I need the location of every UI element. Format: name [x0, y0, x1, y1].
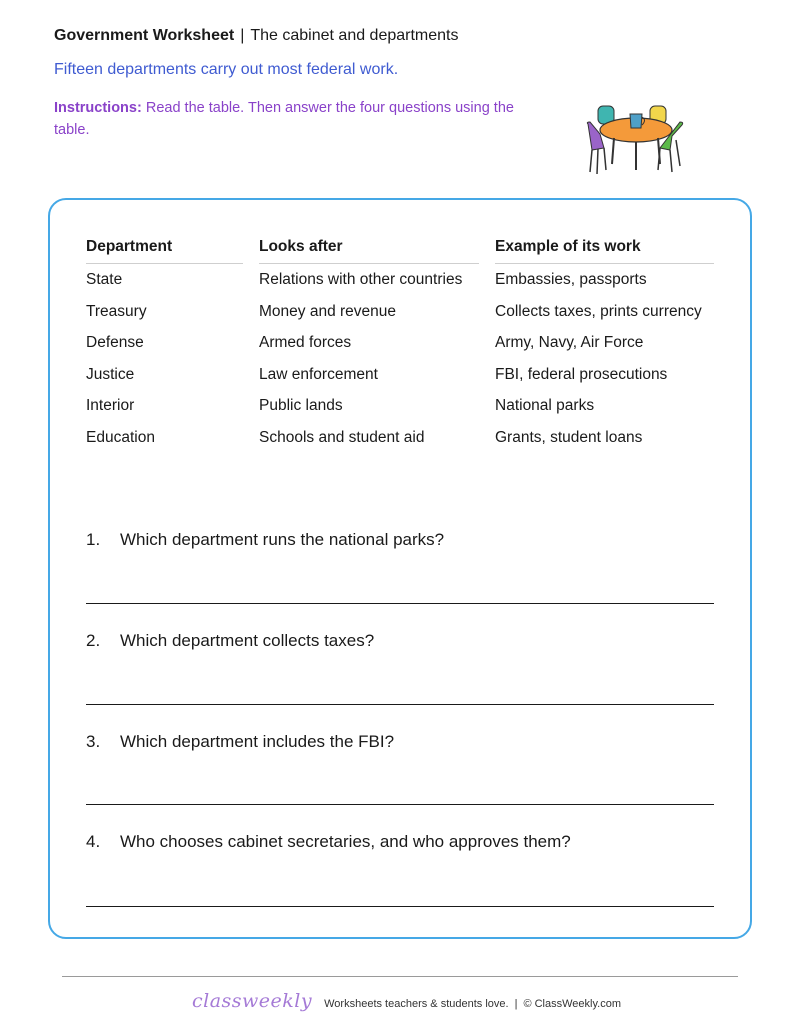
worksheet-subtitle: Fifteen departments carry out most federal work.	[54, 61, 399, 78]
cell-looks-after: Relations with other countries	[259, 271, 463, 288]
cell-department: Defense	[86, 334, 144, 351]
question-4	[86, 832, 571, 852]
column-header-department: Department	[86, 236, 243, 264]
cell-department: State	[86, 271, 123, 288]
table-row	[86, 422, 714, 454]
cell-looks-after: Schools and student aid	[259, 428, 425, 446]
table-row	[86, 264, 714, 296]
cell-department: Justice	[86, 365, 135, 383]
cell-example: FBI, federal prosecutions	[495, 365, 668, 383]
column-header-looks-after: Looks after	[259, 236, 479, 264]
question-2	[86, 631, 374, 651]
answer-line-3[interactable]	[86, 804, 714, 805]
answer-line-2[interactable]	[86, 704, 714, 705]
brand-logo: classweekly	[192, 990, 313, 1012]
table-row	[86, 327, 714, 359]
cell-looks-after: Law enforcement	[259, 365, 378, 383]
round-table-with-chairs-icon	[580, 100, 692, 178]
table-row	[86, 359, 714, 391]
cell-looks-after: Money and revenue	[259, 302, 397, 320]
footer-divider	[62, 976, 738, 977]
instructions-text: Read the table. Then answer the four questions using the table.	[54, 100, 514, 138]
question-text: Which department collects taxes?	[120, 631, 375, 650]
worksheet-header	[54, 27, 459, 45]
footer-copyright: © ClassWeekly.com	[523, 998, 621, 1010]
footer-tagline: Worksheets teachers & students love.	[324, 998, 509, 1010]
question-number: 3.	[86, 732, 101, 751]
column-header-example: Example of its work	[495, 236, 714, 264]
question-number: 2.	[86, 631, 101, 650]
question-1	[86, 530, 444, 550]
question-number: 4.	[86, 832, 101, 851]
cell-example: Grants, student loans	[495, 428, 643, 446]
question-3	[86, 732, 394, 752]
cell-department: Interior	[86, 397, 135, 414]
worksheet-topic: The cabinet and departments	[250, 27, 459, 44]
cell-looks-after: Armed forces	[259, 334, 352, 351]
question-text: Who chooses cabinet secretaries, and who approves them?	[120, 832, 571, 851]
cell-example: National parks	[495, 397, 595, 414]
cell-example: Collects taxes, prints currency	[495, 302, 702, 320]
instructions-lead: Instructions:	[54, 100, 142, 116]
table-header-row	[86, 236, 714, 264]
footer-separator: |	[514, 998, 518, 1010]
answer-line-4[interactable]	[86, 906, 714, 907]
departments-table	[86, 236, 714, 453]
worksheet-subject: Government Worksheet	[54, 27, 235, 44]
question-text: Which department runs the national parks?	[120, 530, 445, 549]
header-separator: |	[240, 27, 245, 44]
question-text: Which department includes the FBI?	[120, 732, 395, 751]
question-number: 1.	[86, 530, 101, 549]
cell-example: Embassies, passports	[495, 271, 647, 288]
cell-example: Army, Navy, Air Force	[495, 334, 644, 351]
table-row	[86, 296, 714, 328]
table-row	[86, 390, 714, 422]
cell-department: Treasury	[86, 302, 147, 320]
cell-looks-after: Public lands	[259, 397, 343, 414]
instructions	[54, 97, 534, 141]
cell-department: Education	[86, 428, 155, 446]
footer	[192, 990, 621, 1012]
answer-line-1[interactable]	[86, 603, 714, 604]
